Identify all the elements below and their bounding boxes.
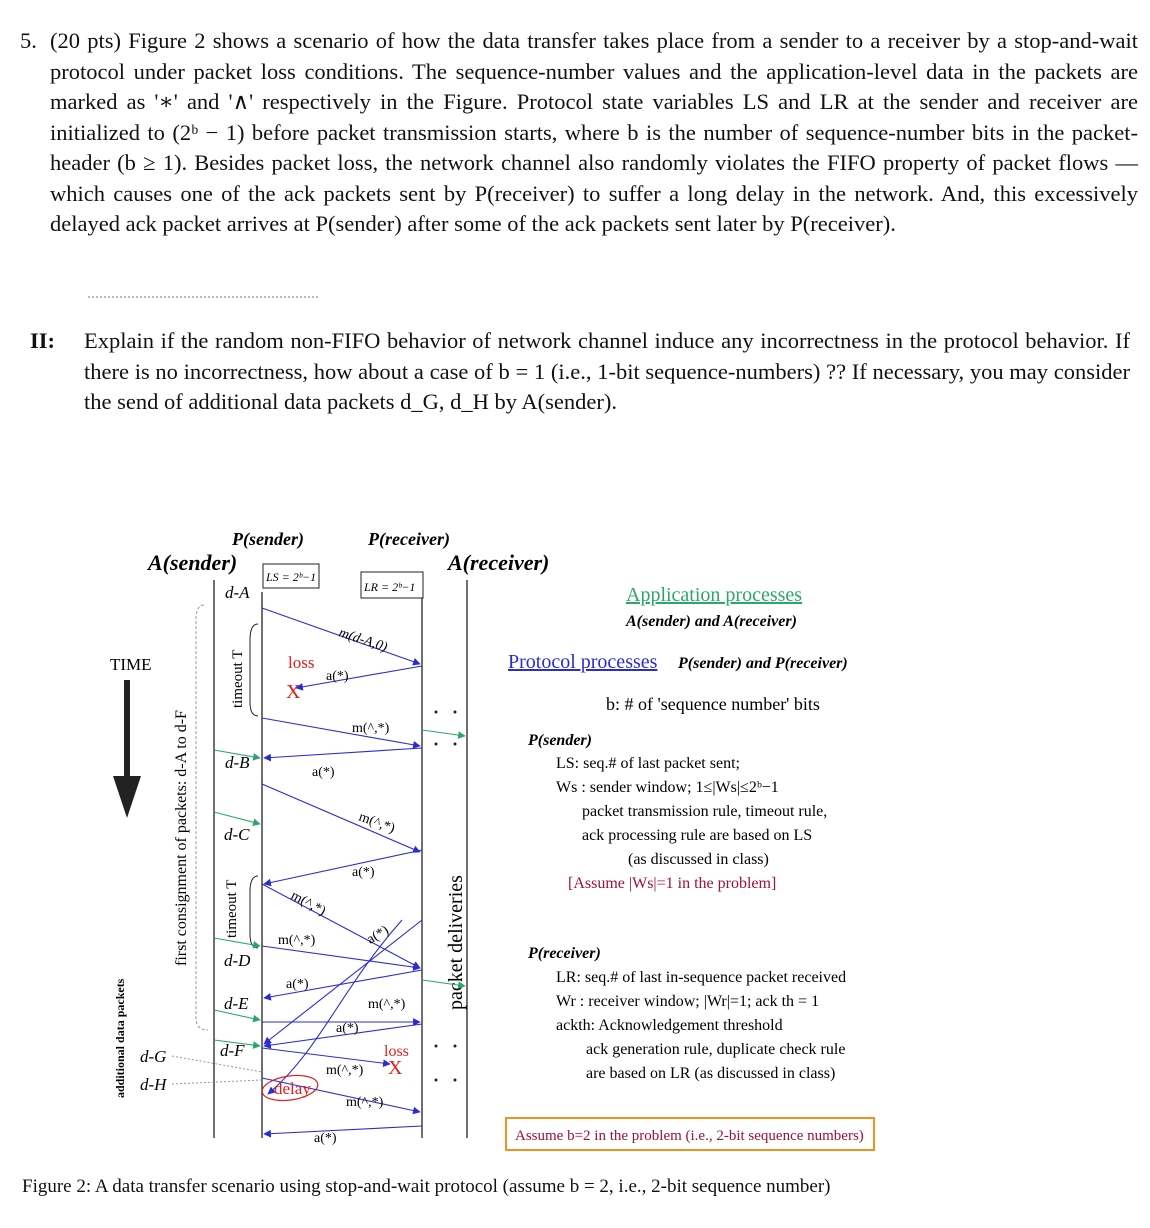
ack-arrow-2 <box>264 850 422 884</box>
legend-receiver-line-4: ack generation rule, duplicate check rule <box>586 1041 846 1058</box>
data-label-d-b: d-B <box>225 753 250 772</box>
time-label: TIME <box>110 655 152 674</box>
msg-label-1: m(d-A,0) <box>336 625 390 656</box>
ack-arrow-lost <box>296 666 422 688</box>
dash-d-h <box>172 1080 262 1084</box>
legend-app-title: Application processes <box>626 584 803 606</box>
assume-box-text: Assume b=2 in the problem (i.e., 2-bit sequence numbers) <box>515 1128 864 1144</box>
msg-arrow-7 <box>262 1048 390 1064</box>
legend-receiver-line-5: are based on LR (as discussed in class) <box>586 1065 836 1082</box>
part-number: II: <box>30 328 56 353</box>
ack-label-4: a(*) <box>286 977 309 992</box>
message-labels <box>278 626 406 1146</box>
loss-label-2: loss <box>384 1043 409 1060</box>
data-label-d-g: d-G <box>140 1047 167 1066</box>
data-label-d-e: d-E <box>224 994 249 1013</box>
ack-label-3: a(*) <box>364 923 392 948</box>
consignment-brace <box>196 605 208 1030</box>
timeout-bracket-2 <box>250 876 258 948</box>
p-sender-label: P(sender) <box>232 529 304 549</box>
legend-sender-line-3: packet transmission rule, timeout rule, <box>582 803 828 820</box>
msg-label-6: m(^,*) <box>368 997 406 1012</box>
legend-proto-desc: P(sender) and P(receiver) <box>678 655 848 672</box>
legend-receiver-line-1: LR: seq.# of last in-sequence packet received <box>556 969 847 986</box>
app-arrow-d-c <box>214 812 260 824</box>
figure-caption: Figure 2: A data transfer scenario using stop-and-wait protocol (assume b = 2, i.e., 2-bit sequence number) <box>22 1176 831 1197</box>
data-label-d-d: d-D <box>224 951 251 970</box>
app-arrow-d-d <box>214 938 260 946</box>
msg-arrow-3 <box>262 784 420 852</box>
legend-receiver-head: P(receiver) <box>528 945 601 962</box>
delivery-arrow-1 <box>422 730 465 736</box>
question-text: (20 pts) Figure 2 shows a scenario of how the data transfer takes place from a sender to a receiver by a stop-and-wait protocol under packet loss conditions. The sequence-number values and the application-level data in the packets are marked as '∗' and '∧' respectively in the Figure. Protocol state variables LS and LR at the sender and receiver are initialized to (2ᵇ − 1) before packet transmission starts, where b is the number of sequence-number bits in the packet-header (b ≥ 1). Besides packet loss, the network channel also randomly violates the FIFO property of packet flows — which causes one of the ack packets sent by P(receiver) to suffer a long delay in the network. And, this excessively delayed ack packet arrives at P(sender) after some of the ack packets sent later by P(receiver). <box>50 28 1138 236</box>
ls-init: LS = 2ᵇ−1 <box>266 570 317 584</box>
additional-dashes <box>172 1056 262 1084</box>
delay-label: delay <box>274 1079 311 1098</box>
legend-receiver-line-3: ackth: Acknowledgement threshold <box>556 1017 783 1034</box>
time-arrow-shaft <box>124 680 130 776</box>
ack-label-6: a(*) <box>314 1131 337 1146</box>
legend-sender-head: P(sender) <box>528 732 592 749</box>
legend-app-desc: A(sender) and A(receiver) <box>626 613 797 630</box>
ack-label-1: a(*) <box>312 765 335 780</box>
timeout-bracket-1 <box>250 624 258 716</box>
lr-init: LR = 2ᵇ−1 <box>364 580 416 594</box>
legend-sender-line-1: LS: seq.# of last packet sent; <box>556 755 740 772</box>
ack-arrow-1 <box>264 748 422 758</box>
legend-sender-line-2: Ws : sender window; 1≤|Ws|≤2ᵇ−1 <box>556 779 779 796</box>
dash-d-g <box>172 1056 262 1072</box>
data-label-d-c: d-C <box>224 825 250 844</box>
loss-label-1: loss <box>288 653 315 672</box>
legend-sender-line-5: (as discussed in class) <box>628 851 769 868</box>
loss-mark-1: X <box>286 681 301 703</box>
msg-label-2: m(^,*) <box>352 721 390 736</box>
a-receiver-label: A(receiver) <box>448 550 550 575</box>
legend-sender-assume: [Assume |Ws|=1 in the problem] <box>568 875 777 892</box>
ack-label-lost: a(*) <box>326 669 349 684</box>
time-arrow-head <box>113 776 141 818</box>
msg-label-7: m(^,*) <box>326 1063 364 1078</box>
msg-label-5: m(^,*) <box>278 933 316 948</box>
packet-deliveries-label: packet deliveries <box>445 875 467 1010</box>
part-text: Explain if the random non-FIFO behavior of network channel induce any incorrectness in the protocol behavior. If there is no incorrectness, how about a case of b = 1 (i.e., 1-bit sequence-numbers) ?? If necessary, you may consider the send of additional data packets d_G, d_H by A(sender). <box>84 328 1130 414</box>
first-consignment-label: first consignment of packets: d-A to d-F <box>173 710 190 966</box>
msg-label-8: m(^,*) <box>346 1095 384 1110</box>
ack-label-2: a(*) <box>352 865 375 880</box>
data-label-d-h: d-H <box>140 1075 167 1094</box>
msg-label-3: m(^,*) <box>356 809 397 837</box>
msg-arrow-5 <box>262 946 420 968</box>
p-receiver-label: P(receiver) <box>368 529 450 549</box>
legend-b-desc: b: # of 'sequence number' bits <box>606 694 820 714</box>
legend <box>506 584 874 1150</box>
legend-receiver-line-2: Wr : receiver window; |Wr|=1; ack th = 1 <box>556 993 820 1010</box>
data-label-d-f: d-F <box>220 1041 245 1060</box>
app-arrows <box>214 730 465 1046</box>
ack-label-5: a(*) <box>336 1021 359 1036</box>
msg-arrow-2 <box>262 718 420 746</box>
data-label-d-a: d-A <box>225 583 250 602</box>
msg-label-4: m(^,*) <box>288 888 329 920</box>
a-sender-label: A(sender) <box>148 550 238 575</box>
legend-proto-title: Protocol processes <box>508 651 658 673</box>
legend-sender-line-4: ack processing rule are based on LS <box>582 827 813 844</box>
ack-arrow-6 <box>264 1126 422 1134</box>
additional-packets-label: additional data packets <box>113 978 127 1098</box>
loss-mark-2: X <box>388 1057 403 1079</box>
timeout-label-2: timeout T <box>224 879 240 938</box>
question-number: 5. <box>20 28 37 53</box>
timeout-label-1: timeout T <box>230 649 246 708</box>
